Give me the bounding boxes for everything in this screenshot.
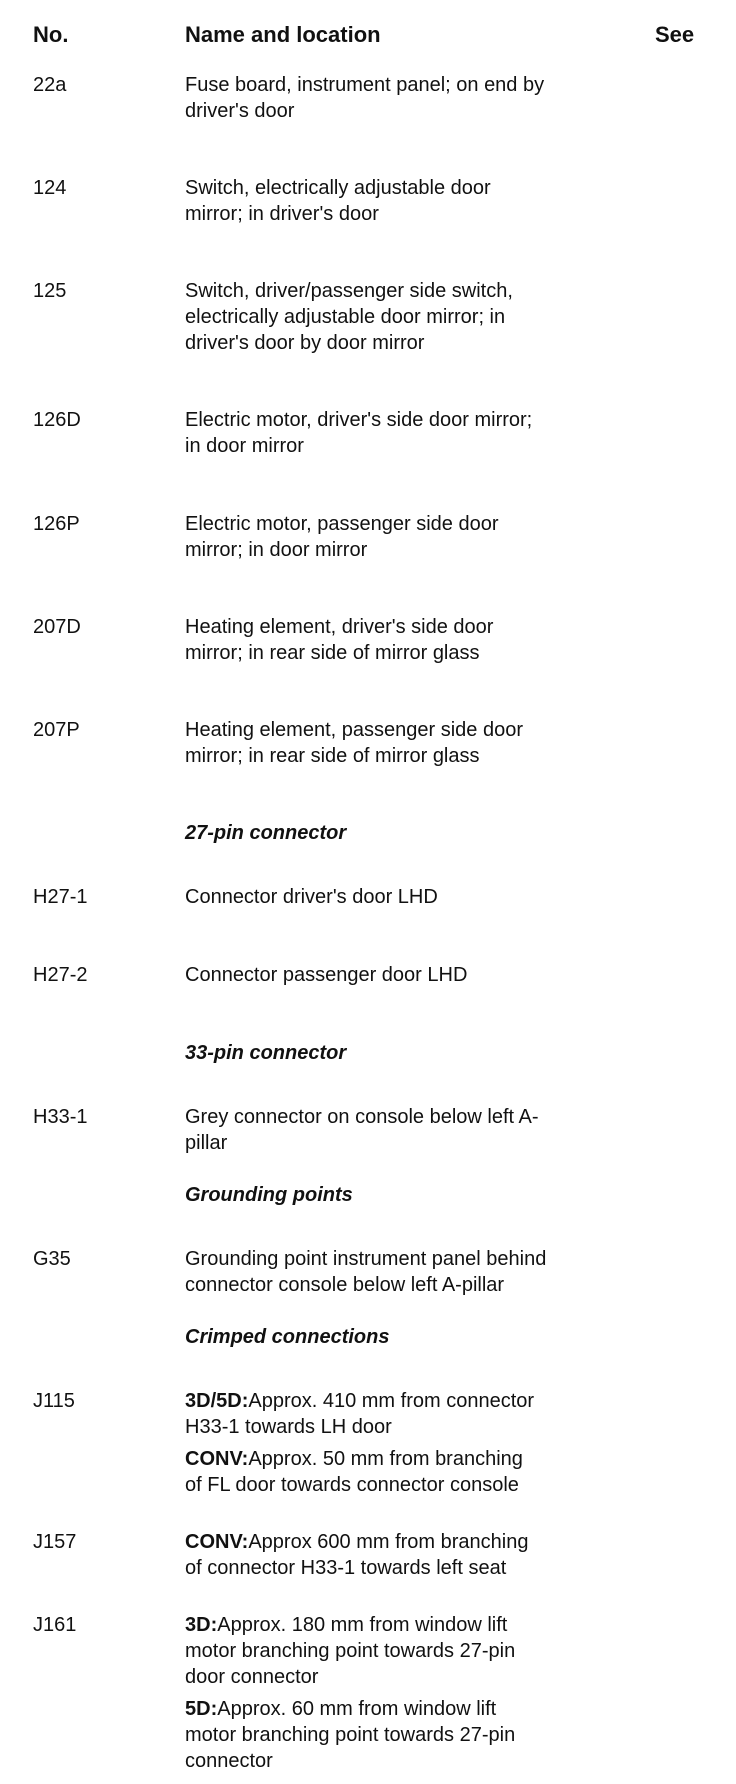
- section-heading-grounding-points: Grounding points: [185, 1184, 353, 1206]
- item-description: [185, 1246, 695, 1298]
- description-line: [185, 1529, 695, 1555]
- description-line: Connector passenger door LHD: [185, 964, 468, 986]
- description-line: mirror; in rear side of mirror glass: [185, 745, 480, 767]
- item-description: [185, 72, 695, 124]
- description-line: [185, 1696, 695, 1722]
- section-heading-27-pin: 27-pin connector: [185, 822, 347, 844]
- item-description: [185, 1388, 695, 1498]
- item-description: [185, 407, 695, 459]
- description-line: connector console below left A-pillar: [185, 1274, 505, 1296]
- item-number: 126D: [33, 409, 81, 431]
- variant-prefix: CONV:: [185, 1531, 249, 1553]
- variant-text: Approx. 410 mm from connector: [248, 1390, 535, 1412]
- variant-text: Approx 600 mm from branching: [248, 1531, 529, 1553]
- description-line: Switch, electrically adjustable door: [185, 177, 491, 199]
- item-number: H27-2: [33, 964, 88, 986]
- description-line: Grey connector on console below left A-: [185, 1106, 539, 1128]
- description-line: Electric motor, passenger side door: [185, 513, 499, 535]
- item-number: J157: [33, 1531, 77, 1553]
- table-header: [0, 18, 736, 48]
- description-line: of FL door towards connector console: [185, 1474, 519, 1496]
- item-number: 126P: [33, 513, 80, 535]
- variant-prefix: 3D/5D:: [185, 1390, 249, 1412]
- item-number: 124: [33, 177, 67, 199]
- item-description: [185, 175, 695, 227]
- section-heading-crimped-connections: Crimped connections: [185, 1326, 390, 1348]
- variant-prefix: 5D:: [185, 1698, 218, 1720]
- description-line: [185, 1446, 695, 1472]
- description-line: driver's door by door mirror: [185, 332, 425, 354]
- item-description: [185, 614, 695, 666]
- column-header-name: Name and location: [185, 22, 381, 47]
- description-line: Fuse board, instrument panel; on end by: [185, 74, 545, 96]
- variant-text: Approx. 50 mm from branching: [248, 1448, 523, 1470]
- item-number: 22a: [33, 74, 67, 96]
- description-line: [185, 1612, 695, 1638]
- item-description: [185, 1104, 695, 1156]
- description-line: door connector: [185, 1666, 319, 1688]
- description-line: pillar: [185, 1132, 228, 1154]
- item-number: 207D: [33, 616, 81, 638]
- description-line: motor branching point towards 27-pin: [185, 1640, 516, 1662]
- item-number: 207P: [33, 719, 80, 741]
- description-line: mirror; in driver's door: [185, 203, 379, 225]
- description-line: connector: [185, 1750, 273, 1772]
- description-line: motor branching point towards 27-pin: [185, 1724, 516, 1746]
- description-line: Connector driver's door LHD: [185, 886, 438, 908]
- description-line: in door mirror: [185, 435, 304, 457]
- description-line: Switch, driver/passenger side switch,: [185, 280, 513, 302]
- description-line: mirror; in rear side of mirror glass: [185, 642, 480, 664]
- item-description: [185, 884, 695, 910]
- item-number: J161: [33, 1614, 77, 1636]
- section-heading-33-pin: 33-pin connector: [185, 1042, 347, 1064]
- item-description: [185, 962, 695, 988]
- column-header-no: No.: [33, 22, 69, 47]
- description-line: of connector H33-1 towards left seat: [185, 1557, 507, 1579]
- item-number: G35: [33, 1248, 71, 1270]
- description-line: [185, 1388, 695, 1414]
- item-number: 125: [33, 280, 67, 302]
- description-line: Heating element, driver's side door: [185, 616, 494, 638]
- description-line: Grounding point instrument panel behind: [185, 1248, 547, 1270]
- item-number: H33-1: [33, 1106, 88, 1128]
- item-number: H27-1: [33, 886, 88, 908]
- description-line: mirror; in door mirror: [185, 539, 368, 561]
- description-line: electrically adjustable door mirror; in: [185, 306, 506, 328]
- item-description: [185, 1529, 695, 1581]
- variant-text: Approx. 60 mm from window lift: [217, 1698, 497, 1720]
- variant-prefix: 3D:: [185, 1614, 218, 1636]
- item-number: J115: [33, 1390, 75, 1412]
- variant-text: Approx. 180 mm from window lift: [217, 1614, 508, 1636]
- description-line: H33-1 towards LH door: [185, 1416, 392, 1438]
- item-description: [185, 1612, 695, 1774]
- item-description: [185, 278, 695, 356]
- item-description: [185, 717, 695, 769]
- item-description: [185, 511, 695, 563]
- description-line: Heating element, passenger side door: [185, 719, 523, 741]
- description-line: driver's door: [185, 100, 295, 122]
- column-header-see: See: [655, 22, 695, 47]
- description-line: Electric motor, driver's side door mirror;: [185, 409, 533, 431]
- variant-prefix: CONV:: [185, 1448, 249, 1470]
